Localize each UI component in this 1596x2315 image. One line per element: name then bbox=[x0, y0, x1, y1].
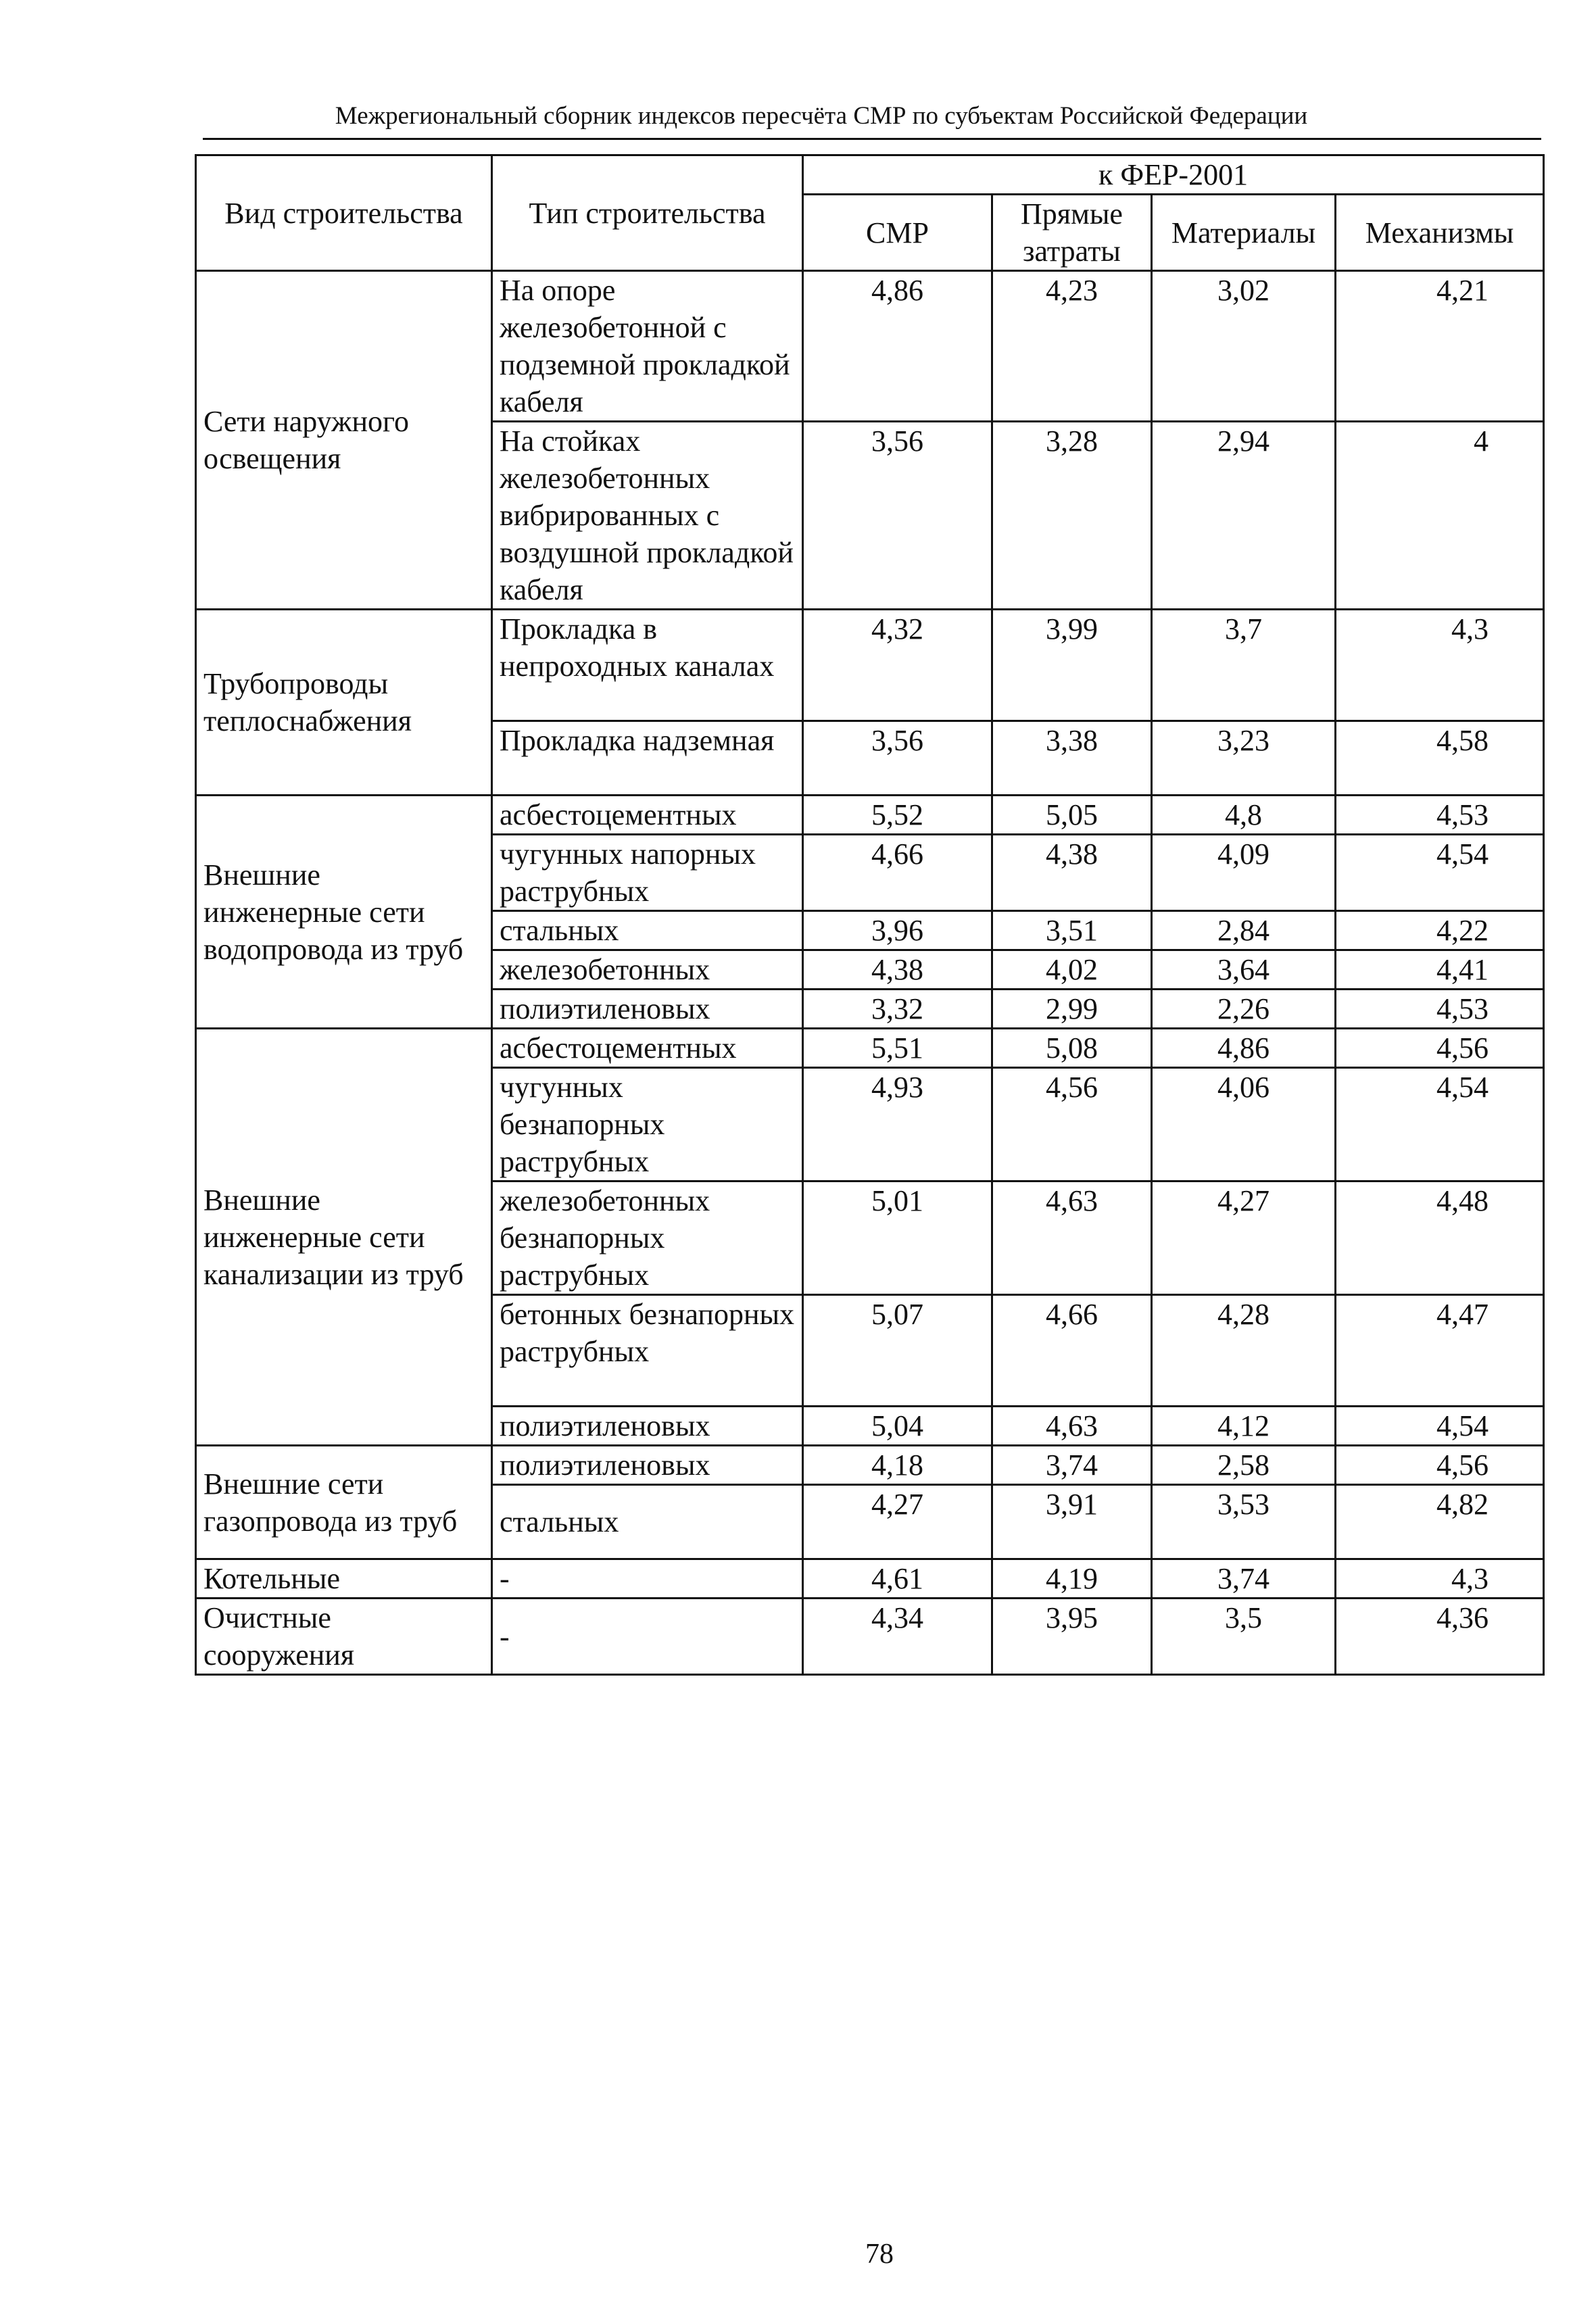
cell-machinery: 4,36 bbox=[1336, 1599, 1544, 1675]
cell-smr: 4,66 bbox=[803, 835, 992, 911]
cell-machinery: 4,3 bbox=[1336, 610, 1544, 721]
cell-direct-costs: 4,38 bbox=[992, 835, 1152, 911]
cell-machinery: 4 bbox=[1336, 422, 1544, 610]
cell-construction-kind: Внешние сети газопровода из труб bbox=[196, 1446, 492, 1559]
cell-smr: 4,27 bbox=[803, 1485, 992, 1559]
cell-machinery: 4,56 bbox=[1336, 1446, 1544, 1485]
cell-construction-kind: Очистные сооружения bbox=[196, 1599, 492, 1675]
cell-smr: 4,34 bbox=[803, 1599, 992, 1675]
cell-smr: 3,56 bbox=[803, 721, 992, 796]
cell-materials: 3,5 bbox=[1152, 1599, 1336, 1675]
page-number: 78 bbox=[865, 2239, 894, 2270]
cell-materials: 3,53 bbox=[1152, 1485, 1336, 1559]
cell-materials: 4,27 bbox=[1152, 1181, 1336, 1295]
cell-construction-type: чугунных безнапорных раструбных bbox=[492, 1068, 803, 1181]
cell-materials: 2,26 bbox=[1152, 990, 1336, 1029]
cell-construction-type: асбестоцементных bbox=[492, 1029, 803, 1068]
cell-direct-costs: 3,51 bbox=[992, 911, 1152, 950]
cell-construction-type: асбестоцементных bbox=[492, 796, 803, 835]
cell-direct-costs: 4,56 bbox=[992, 1068, 1152, 1181]
cell-construction-kind: Внешние инженерные сети канализации из труб bbox=[196, 1029, 492, 1446]
cell-smr: 4,32 bbox=[803, 610, 992, 721]
cell-direct-costs: 3,99 bbox=[992, 610, 1152, 721]
col-header-tip: Тип строительства bbox=[492, 155, 803, 271]
cell-direct-costs: 4,66 bbox=[992, 1295, 1152, 1407]
table-body bbox=[196, 271, 1544, 1675]
cell-materials: 4,8 bbox=[1152, 796, 1336, 835]
cell-construction-type: железобетонных безнапорных раструбных bbox=[492, 1181, 803, 1295]
cell-materials: 4,12 bbox=[1152, 1407, 1336, 1446]
cell-construction-type: - bbox=[492, 1599, 803, 1675]
cell-construction-kind: Внешние инженерные сети водопровода из труб bbox=[196, 796, 492, 1029]
cell-machinery: 4,53 bbox=[1336, 990, 1544, 1029]
cell-direct-costs: 4,63 bbox=[992, 1181, 1152, 1295]
cell-direct-costs: 2,99 bbox=[992, 990, 1152, 1029]
header-divider bbox=[203, 138, 1541, 140]
cell-smr: 4,18 bbox=[803, 1446, 992, 1485]
cell-construction-kind: Трубопроводы теплоснабжения bbox=[196, 610, 492, 796]
cell-construction-type: На стойках железобетонных вибрированных с воздушной прокладкой кабеля bbox=[492, 422, 803, 610]
cell-direct-costs: 4,19 bbox=[992, 1559, 1152, 1599]
cell-materials: 4,09 bbox=[1152, 835, 1336, 911]
cell-construction-type: чугунных напорных раструбных bbox=[492, 835, 803, 911]
cell-machinery: 4,58 bbox=[1336, 721, 1544, 796]
cell-construction-type: полиэтиленовых bbox=[492, 1446, 803, 1485]
cell-machinery: 4,3 bbox=[1336, 1559, 1544, 1599]
cell-machinery: 4,56 bbox=[1336, 1029, 1544, 1068]
cell-direct-costs: 4,23 bbox=[992, 271, 1152, 422]
cell-materials: 2,84 bbox=[1152, 911, 1336, 950]
page-header-title: Межрегиональный сборник индексов пересчёта СМР по субъектам Российской Федерации bbox=[335, 102, 1308, 130]
cell-construction-type: полиэтиленовых bbox=[492, 1407, 803, 1446]
table-row bbox=[196, 796, 1544, 835]
cell-materials: 3,23 bbox=[1152, 721, 1336, 796]
cell-machinery: 4,48 bbox=[1336, 1181, 1544, 1295]
cell-smr: 5,52 bbox=[803, 796, 992, 835]
table-header bbox=[196, 155, 1544, 271]
cell-smr: 4,86 bbox=[803, 271, 992, 422]
cell-materials: 2,94 bbox=[1152, 422, 1336, 610]
cell-construction-type: Прокладка надземная bbox=[492, 721, 803, 796]
cell-direct-costs: 4,02 bbox=[992, 950, 1152, 990]
cell-construction-kind: Котельные bbox=[196, 1559, 492, 1599]
cell-materials: 3,02 bbox=[1152, 271, 1336, 422]
cell-materials: 3,7 bbox=[1152, 610, 1336, 721]
cell-direct-costs: 3,95 bbox=[992, 1599, 1152, 1675]
cell-machinery: 4,22 bbox=[1336, 911, 1544, 950]
cell-materials: 4,06 bbox=[1152, 1068, 1336, 1181]
cell-construction-type: полиэтиленовых bbox=[492, 990, 803, 1029]
cell-direct-costs: 3,28 bbox=[992, 422, 1152, 610]
cell-smr: 3,56 bbox=[803, 422, 992, 610]
cell-smr: 4,61 bbox=[803, 1559, 992, 1599]
cell-machinery: 4,53 bbox=[1336, 796, 1544, 835]
cell-direct-costs: 3,91 bbox=[992, 1485, 1152, 1559]
cell-direct-costs: 3,38 bbox=[992, 721, 1152, 796]
cell-construction-type: На опоре железобетонной с подземной прокладкой кабеля bbox=[492, 271, 803, 422]
cell-smr: 5,51 bbox=[803, 1029, 992, 1068]
col-header-smr: СМР bbox=[803, 195, 992, 271]
cell-smr: 3,32 bbox=[803, 990, 992, 1029]
cell-machinery: 4,21 bbox=[1336, 271, 1544, 422]
cell-materials: 3,64 bbox=[1152, 950, 1336, 990]
cell-smr: 4,38 bbox=[803, 950, 992, 990]
cell-machinery: 4,47 bbox=[1336, 1295, 1544, 1407]
col-header-machinery: Механизмы bbox=[1336, 195, 1544, 271]
col-header-direct-costs: Прямые затраты bbox=[992, 195, 1152, 271]
cell-machinery: 4,54 bbox=[1336, 1407, 1544, 1446]
cell-construction-type: бетонных безнапорных раструбных bbox=[492, 1295, 803, 1407]
cell-construction-type: железобетонных bbox=[492, 950, 803, 990]
cell-materials: 2,58 bbox=[1152, 1446, 1336, 1485]
cell-machinery: 4,54 bbox=[1336, 835, 1544, 911]
cell-direct-costs: 3,74 bbox=[992, 1446, 1152, 1485]
col-header-vid: Вид строительства bbox=[196, 155, 492, 271]
table-row bbox=[196, 1446, 1544, 1485]
table-row bbox=[196, 1599, 1544, 1675]
cell-construction-type: - bbox=[492, 1559, 803, 1599]
col-group-fer: к ФЕР-2001 bbox=[803, 155, 1544, 195]
cell-machinery: 4,41 bbox=[1336, 950, 1544, 990]
cell-smr: 5,07 bbox=[803, 1295, 992, 1407]
cell-machinery: 4,54 bbox=[1336, 1068, 1544, 1181]
cell-machinery: 4,82 bbox=[1336, 1485, 1544, 1559]
table-row bbox=[196, 610, 1544, 721]
cell-smr: 5,04 bbox=[803, 1407, 992, 1446]
cell-construction-kind: Сети наружного освещения bbox=[196, 271, 492, 610]
table-row bbox=[196, 1559, 1544, 1599]
cell-smr: 4,93 bbox=[803, 1068, 992, 1181]
cell-direct-costs: 4,63 bbox=[992, 1407, 1152, 1446]
cell-materials: 4,28 bbox=[1152, 1295, 1336, 1407]
index-table bbox=[195, 154, 1545, 1676]
cell-construction-type: Прокладка в непроходных каналах bbox=[492, 610, 803, 721]
cell-construction-type: стальных bbox=[492, 1485, 803, 1559]
cell-smr: 5,01 bbox=[803, 1181, 992, 1295]
cell-direct-costs: 5,08 bbox=[992, 1029, 1152, 1068]
cell-construction-type: стальных bbox=[492, 911, 803, 950]
cell-smr: 3,96 bbox=[803, 911, 992, 950]
table-row bbox=[196, 1029, 1544, 1068]
cell-direct-costs: 5,05 bbox=[992, 796, 1152, 835]
cell-materials: 4,86 bbox=[1152, 1029, 1336, 1068]
table-row bbox=[196, 271, 1544, 422]
col-header-materials: Материалы bbox=[1152, 195, 1336, 271]
cell-materials: 3,74 bbox=[1152, 1559, 1336, 1599]
